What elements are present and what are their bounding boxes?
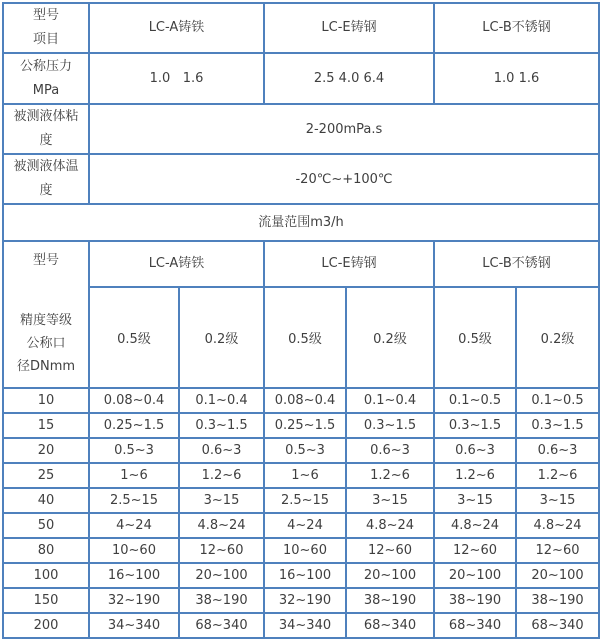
dn-value: 200 — [3, 613, 89, 638]
viscosity-label-cell — [3, 104, 89, 154]
flow-corner-model-label: 型号 — [32, 253, 59, 268]
flow-range-value: 20~100 — [346, 563, 434, 588]
flow-range-value: 1~6 — [264, 463, 346, 488]
flow-range-value: 0.1~0.4 — [346, 388, 434, 413]
accuracy-grade-row — [3, 287, 599, 388]
flow-range-value: 68~340 — [179, 613, 264, 638]
grade-header-lce-02: 0.2级 — [346, 287, 434, 388]
table-row — [3, 563, 599, 588]
grade-header-lca-05: 0.5级 — [89, 287, 179, 388]
flow-range-value: 12~60 — [179, 538, 264, 563]
grade-header-lca-02: 0.2级 — [179, 287, 264, 388]
flow-range-value: 0.3~1.5 — [179, 413, 264, 438]
flow-range-value: 1.2~6 — [516, 463, 599, 488]
dn-value: 15 — [3, 413, 89, 438]
flow-range-value: 32~190 — [89, 588, 179, 613]
flow-range-value: 10~60 — [264, 538, 346, 563]
pressure-value-lce: 2.5 4.0 6.4 — [264, 53, 434, 104]
grade-header-lcb-05: 0.5级 — [434, 287, 516, 388]
table-row — [3, 413, 599, 438]
temperature-row — [3, 154, 599, 204]
viscosity-label-line1: 被测液体粘 — [13, 109, 79, 124]
flow-range-value: 20~100 — [179, 563, 264, 588]
flow-range-value: 3~15 — [516, 488, 599, 513]
flow-range-value: 68~340 — [346, 613, 434, 638]
flow-range-value: 0.3~1.5 — [346, 413, 434, 438]
viscosity-value: 2-200mPa.s — [89, 104, 599, 154]
flow-range-title: 流量范围m3/h — [3, 204, 599, 241]
flow-range-value: 0.25~1.5 — [264, 413, 346, 438]
dn-value: 100 — [3, 563, 89, 588]
flow-range-value: 34~340 — [89, 613, 179, 638]
flow-range-value: 4.8~24 — [346, 513, 434, 538]
flow-range-value: 4.8~24 — [434, 513, 516, 538]
dn-value: 50 — [3, 513, 89, 538]
table-row — [3, 613, 599, 638]
flow-range-value: 0.6~3 — [346, 438, 434, 463]
flow-range-value: 0.6~3 — [516, 438, 599, 463]
dn-value: 25 — [3, 463, 89, 488]
dn-value: 40 — [3, 488, 89, 513]
flow-range-value: 68~340 — [434, 613, 516, 638]
table-row — [3, 388, 599, 413]
flow-range-value: 1~6 — [89, 463, 179, 488]
flow-range-value: 2.5~15 — [89, 488, 179, 513]
pressure-label-line1: 公称压力 — [19, 58, 72, 74]
dn-value: 150 — [3, 588, 89, 613]
temperature-value: -20℃~+100℃ — [89, 154, 599, 204]
flow-range-value: 34~340 — [264, 613, 346, 638]
flow-range-value: 0.3~1.5 — [516, 413, 599, 438]
flow-range-value: 3~15 — [346, 488, 434, 513]
model-header-lce: LC-E铸钢 — [264, 3, 434, 53]
flow-range-value: 0.1~0.5 — [516, 388, 599, 413]
table-row — [3, 463, 599, 488]
flow-range-value: 16~100 — [264, 563, 346, 588]
model-header-row — [3, 3, 599, 53]
table-row — [3, 438, 599, 463]
flow-range-value: 1.2~6 — [434, 463, 516, 488]
model-header-lcb: LC-B不锈钢 — [434, 3, 599, 53]
flow-range-title-row — [3, 204, 599, 241]
table-row — [3, 538, 599, 563]
flow-range-value: 3~15 — [434, 488, 516, 513]
flow-model-header-row — [3, 241, 599, 287]
table-row — [3, 513, 599, 538]
grade-header-lcb-02: 0.2级 — [516, 287, 599, 388]
flow-range-value: 4~24 — [264, 513, 346, 538]
temperature-label-line1: 被测液体温 — [13, 159, 79, 174]
flow-range-value: 10~60 — [89, 538, 179, 563]
flow-range-value: 0.08~0.4 — [264, 388, 346, 413]
flow-range-value: 0.3~1.5 — [434, 413, 516, 438]
flow-range-value: 0.6~3 — [179, 438, 264, 463]
pressure-row — [3, 53, 599, 104]
flow-range-value: 0.08~0.4 — [89, 388, 179, 413]
flow-range-value: 20~100 — [516, 563, 599, 588]
viscosity-row — [3, 104, 599, 154]
flow-range-value: 0.1~0.5 — [434, 388, 516, 413]
flow-model-header-lca: LC-A铸铁 — [89, 241, 264, 287]
flow-range-value: 0.1~0.4 — [179, 388, 264, 413]
flow-range-value: 12~60 — [346, 538, 434, 563]
corner-line-model: 型号 — [32, 8, 59, 23]
corner-header-cell — [3, 3, 89, 53]
flow-range-value: 0.6~3 — [434, 438, 516, 463]
pressure-label-cell — [3, 53, 89, 104]
flow-range-value: 4.8~24 — [179, 513, 264, 538]
flow-range-value: 4~24 — [89, 513, 179, 538]
flow-range-value: 68~340 — [516, 613, 599, 638]
flow-range-value: 38~190 — [179, 588, 264, 613]
flow-corner-line-nominal: 公称口 — [26, 336, 66, 351]
grade-header-lce-05: 0.5级 — [264, 287, 346, 388]
flow-range-value: 0.5~3 — [89, 438, 179, 463]
pressure-label-line2: MPa — [32, 82, 60, 98]
flow-range-value: 0.5~3 — [264, 438, 346, 463]
flow-range-value: 20~100 — [434, 563, 516, 588]
flow-model-header-lcb: LC-B不锈钢 — [434, 241, 599, 287]
flow-corner-line-accuracy: 精度等级 — [19, 313, 72, 328]
flow-range-value: 3~15 — [179, 488, 264, 513]
flow-range-value: 32~190 — [264, 588, 346, 613]
flow-range-value: 4.8~24 — [516, 513, 599, 538]
dn-value: 10 — [3, 388, 89, 413]
flow-range-value: 38~190 — [346, 588, 434, 613]
flow-range-value: 16~100 — [89, 563, 179, 588]
dn-value: 80 — [3, 538, 89, 563]
flow-range-value: 1.2~6 — [346, 463, 434, 488]
flow-model-header-lce: LC-E铸钢 — [264, 241, 434, 287]
flow-range-value: 0.25~1.5 — [89, 413, 179, 438]
flow-corner-line-dn: 径DNmm — [16, 359, 76, 374]
meter-spec-table — [2, 2, 600, 639]
pressure-value-lca: 1.0 1.6 — [89, 53, 264, 104]
table-row — [3, 488, 599, 513]
corner-line-item: 项目 — [32, 32, 59, 47]
flow-range-value: 12~60 — [516, 538, 599, 563]
pressure-value-lcb: 1.0 1.6 — [434, 53, 599, 104]
flow-corner-cell — [3, 241, 89, 388]
temperature-label-cell — [3, 154, 89, 204]
flow-range-value: 12~60 — [434, 538, 516, 563]
flow-range-value: 2.5~15 — [264, 488, 346, 513]
temperature-label-line2: 度 — [39, 183, 53, 198]
flow-range-value: 38~190 — [434, 588, 516, 613]
flow-rows-body — [3, 388, 599, 638]
viscosity-label-line2: 度 — [39, 133, 53, 148]
flow-range-value: 1.2~6 — [179, 463, 264, 488]
dn-value: 20 — [3, 438, 89, 463]
table-row — [3, 588, 599, 613]
flow-range-value: 38~190 — [516, 588, 599, 613]
model-header-lca: LC-A铸铁 — [89, 3, 264, 53]
